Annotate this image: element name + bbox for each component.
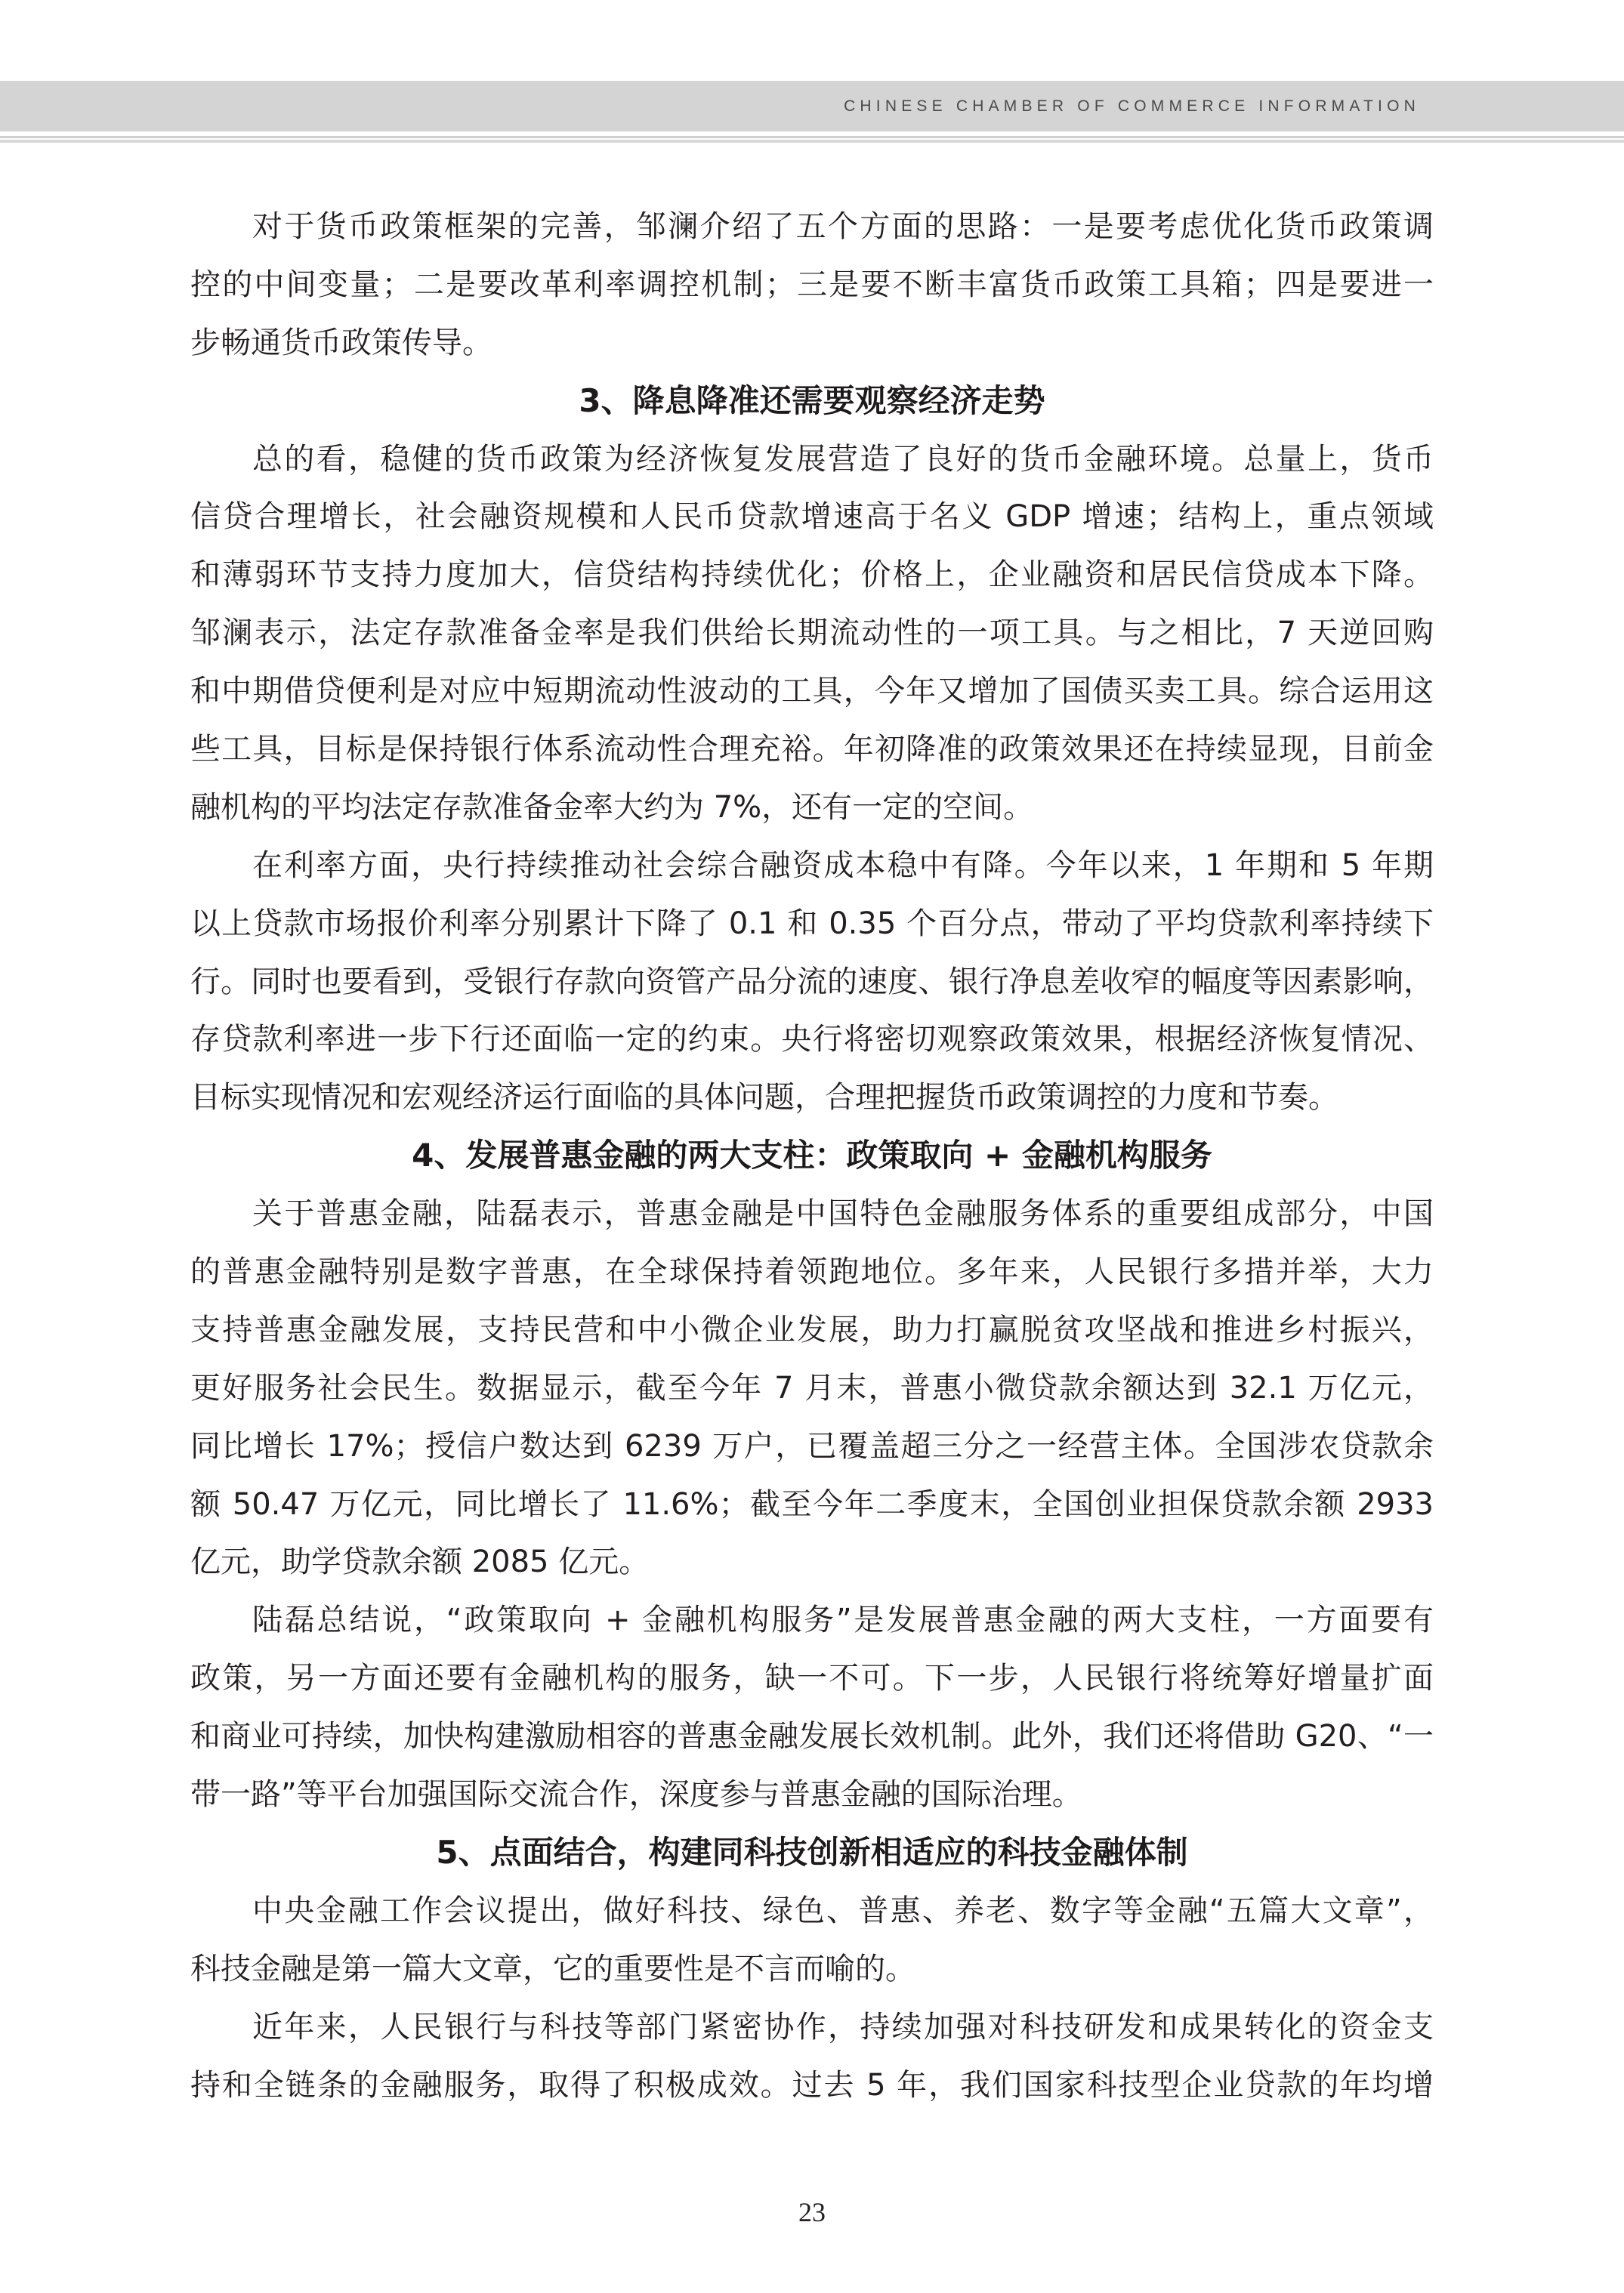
- paragraph-line: 支持普惠金融发展，支持民营和中小微企业发展，助力打赢脱贫攻坚战和推进乡村振兴，: [190, 1312, 1434, 1347]
- page-number: 23: [798, 2197, 826, 2227]
- section-heading: 3、降息降准还需要观察经济走势: [579, 381, 1045, 419]
- paragraph-line: 同比增长 17%；授信户数达到 6239 万户，已覆盖超三分之一经营主体。全国涉农贷款余: [190, 1428, 1434, 1464]
- paragraph-line: 近年来，人民银行与科技等部门紧密协作，持续加强对科技研发和成果转化的资金支: [252, 2009, 1434, 2045]
- paragraph-line: 亿元，助学贷款余额 2085 亿元。: [190, 1545, 650, 1580]
- paragraph-line: 行。同时也要看到，受银行存款向资管产品分流的速度、银行净息差收窄的幅度等因素影响，: [190, 964, 1434, 999]
- paragraph-line: 更好服务社会民生。数据显示，截至今年 7 月末，普惠小微贷款余额达到 32.1 万亿元，: [190, 1370, 1434, 1406]
- paragraph-line: 和薄弱环节支持力度加大，信贷结构持续优化；价格上，企业融资和居民信贷成本下降。: [190, 557, 1434, 593]
- paragraph-line: 和中期借贷便利是对应中短期流动性波动的工具，今年又增加了国债买卖工具。综合运用这: [190, 674, 1434, 709]
- paragraph-line: 邹澜表示，法定存款准备金率是我们供给长期流动性的一项工具。与之相比，7 天逆回购: [190, 616, 1434, 651]
- paragraph-line: 存贷款利率进一步下行还面临一定的约束。央行将密切观察政策效果，根据经济恢复情况、: [190, 1022, 1434, 1057]
- paragraph-line: 持和全链条的金融服务，取得了积极成效。过去 5 年，我们国家科技型企业贷款的年均增: [190, 2067, 1434, 2103]
- paragraph-line: 的普惠金融特别是数字普惠，在全球保持着领跑地位。多年来，人民银行多措并举，大力: [190, 1255, 1434, 1290]
- paragraph-line: 步畅通货币政策传导。: [190, 325, 492, 360]
- paragraph-line: 目标实现情况和宏观经济运行面临的具体问题，合理把握货币政策调控的力度和节奏。: [190, 1080, 1338, 1116]
- paragraph-line: 科技金融是第一篇大文章，它的重要性是不言而喻的。: [190, 1951, 915, 1986]
- paragraph-line: 融机构的平均法定存款准备金率大约为 7%，还有一定的空间。: [190, 789, 1034, 825]
- paragraph-line: 陆磊总结说，“政策取向 + 金融机构服务”是发展普惠金融的两大支柱，一方面要有: [252, 1603, 1434, 1638]
- paragraph-line: 以上贷款市场报价利率分别累计下降了 0.1 和 0.35 个百分点，带动了平均贷款利率持续下: [190, 906, 1434, 941]
- paragraph-line: 信贷合理增长，社会融资规模和人民币贷款增速高于名义 GDP 增速；结构上，重点领域: [190, 499, 1434, 535]
- publication-name: CHINESE CHAMBER OF COMMERCE INFORMATION: [844, 97, 1420, 115]
- paragraph-line: 和商业可持续，加快构建激励相容的普惠金融发展长效机制。此外，我们还将借助 G20、“一: [190, 1719, 1434, 1754]
- paragraph-line: 总的看，稳健的货币政策为经济恢复发展营造了良好的货币金融环境。总量上，货币: [252, 441, 1434, 477]
- header-band: [0, 81, 1624, 131]
- paragraph-line: 带一路”等平台加强国际交流合作，深度参与普惠金融的国际治理。: [190, 1777, 1082, 1813]
- paragraph-line: 对于货币政策框架的完善，邹澜介绍了五个方面的思路：一是要考虑优化货币政策调: [252, 209, 1434, 244]
- paragraph-line: 政策，另一方面还要有金融机构的服务，缺一不可。下一步，人民银行将统筹好增量扩面: [190, 1661, 1434, 1696]
- paragraph-line: 关于普惠金融，陆磊表示，普惠金融是中国特色金融服务体系的重要组成部分，中国: [252, 1196, 1434, 1232]
- paragraph-line: 在利率方面，央行持续推动社会综合融资成本稳中有降。今年以来，1 年期和 5 年期: [252, 847, 1434, 883]
- section-heading: 4、发展普惠金融的两大支柱：政策取向 + 金融机构服务: [412, 1137, 1212, 1174]
- article-body: [190, 198, 1434, 2114]
- section-heading: 5、点面结合，构建同科技创新相适应的科技金融体制: [436, 1833, 1188, 1871]
- paragraph-line: 些工具，目标是保持银行体系流动性合理充裕。年初降准的政策效果还在持续显现，目前金: [190, 732, 1434, 767]
- paragraph-line: 额 50.47 万亿元，同比增长了 11.6%；截至今年二季度末，全国创业担保贷款余额 2933: [190, 1486, 1434, 1522]
- header-divider: [0, 140, 1624, 143]
- paragraph-line: 控的中间变量；二是要改革利率调控机制；三是要不断丰富货币政策工具箱；四是要进一: [190, 267, 1434, 302]
- paragraph-line: 中央金融工作会议提出，做好科技、绿色、普惠、养老、数字等金融“五篇大文章”，: [252, 1893, 1434, 1928]
- header-divider: [0, 136, 1624, 138]
